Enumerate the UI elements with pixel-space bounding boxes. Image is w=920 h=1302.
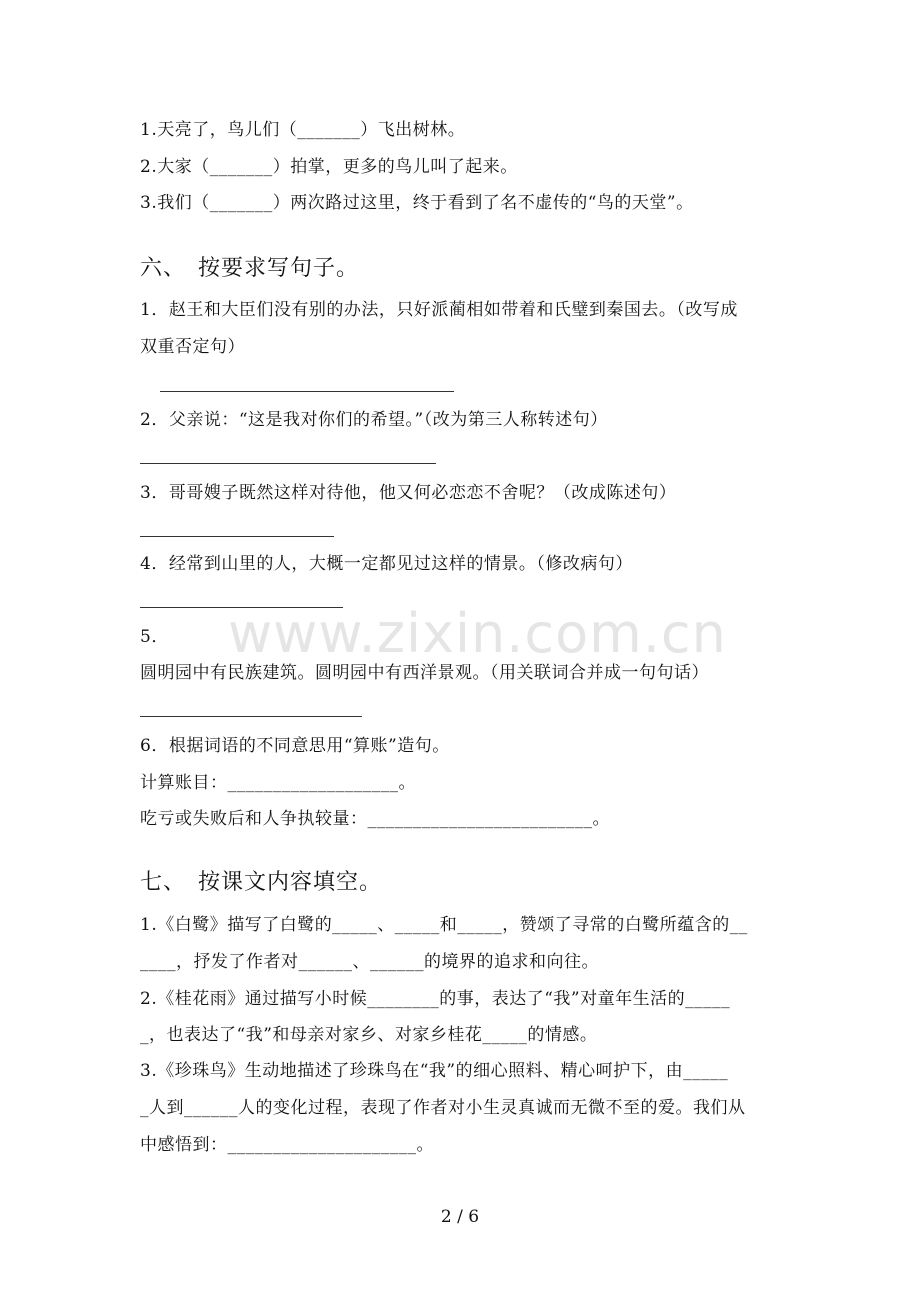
section6-q1-line1: 1．赵王和大臣们没有别的办法，只好派蔺相如带着和氏璧到秦国去。（改写成 — [140, 300, 738, 320]
section6-q1-line2: 双重否定句） — [140, 337, 245, 357]
section7-q1-line1: 1.《白鹭》描写了白鹭的_____、_____和_____，赞颂了寻常的白鹭所蕴含的__ — [140, 915, 748, 935]
section6-q2: 2．父亲说：“这是我对你们的希望。”（改为第三人称转述句） — [140, 410, 608, 430]
section6-q5-text: 圆明园中有民族建筑。圆明园中有西洋景观。（用关联词合并成一句句话） — [140, 663, 709, 683]
section7-q1-line2: ____，抒发了作者对______、______的境界的追求和向往。 — [140, 952, 599, 972]
section6-q6: 6．根据词语的不同意思用“算账”造句。 — [140, 736, 450, 756]
section7-q2-line1: 2.《桂花雨》通过描写小时候________的事，表达了“我”对童年生活的_____ — [140, 989, 731, 1009]
answer-line-q5 — [140, 716, 362, 717]
section5-item-3: 3.我们（_______）两次路过这里，终于看到了名不虚传的“鸟的天堂”。 — [140, 193, 694, 213]
section7-q3-line1: 3.《珍珠鸟》生动地描述了珍珠鸟在“我”的细心照料、精心呵护下，由_____ — [140, 1061, 729, 1081]
answer-line-q1 — [160, 391, 454, 392]
answer-line-q2 — [140, 463, 436, 464]
section6-q3: 3．哥哥嫂子既然这样对待他，他又何必恋恋不舍呢？（改成陈述句） — [140, 483, 677, 503]
section7-q2-line2: _，也表达了“我”和母亲对家乡、对家乡桂花_____的情感。 — [140, 1025, 598, 1045]
answer-line-q3 — [140, 536, 334, 537]
section7-q3-line3: 中感悟到：_____________________。 — [140, 1135, 434, 1155]
section5-item-1: 1.天亮了，鸟儿们（_______）飞出树林。 — [140, 120, 466, 140]
section6-q6-a: 计算账目：___________________。 — [140, 773, 416, 793]
section7-heading: 七、 按课文内容填空。 — [140, 870, 383, 895]
section6-heading: 六、 按要求写句子。 — [140, 256, 360, 281]
section6-q6-b: 吃亏或失败后和人争执较量：_________________________。 — [140, 809, 610, 829]
page-number: 2 / 6 — [440, 1207, 480, 1227]
watermark: www.zixin.com.cn — [228, 602, 727, 665]
section5-item-2: 2.大家（_______）拍掌，更多的鸟儿叫了起来。 — [140, 157, 518, 177]
section6-q4: 4．经常到山里的人，大概一定都见过这样的情景。（修改病句） — [140, 554, 633, 574]
section7-q3-line2: _人到______人的变化过程，表现了作者对小生灵真诚而无微不至的爱。我们从 — [140, 1098, 746, 1118]
section6-q5-number: 5． — [140, 627, 169, 647]
